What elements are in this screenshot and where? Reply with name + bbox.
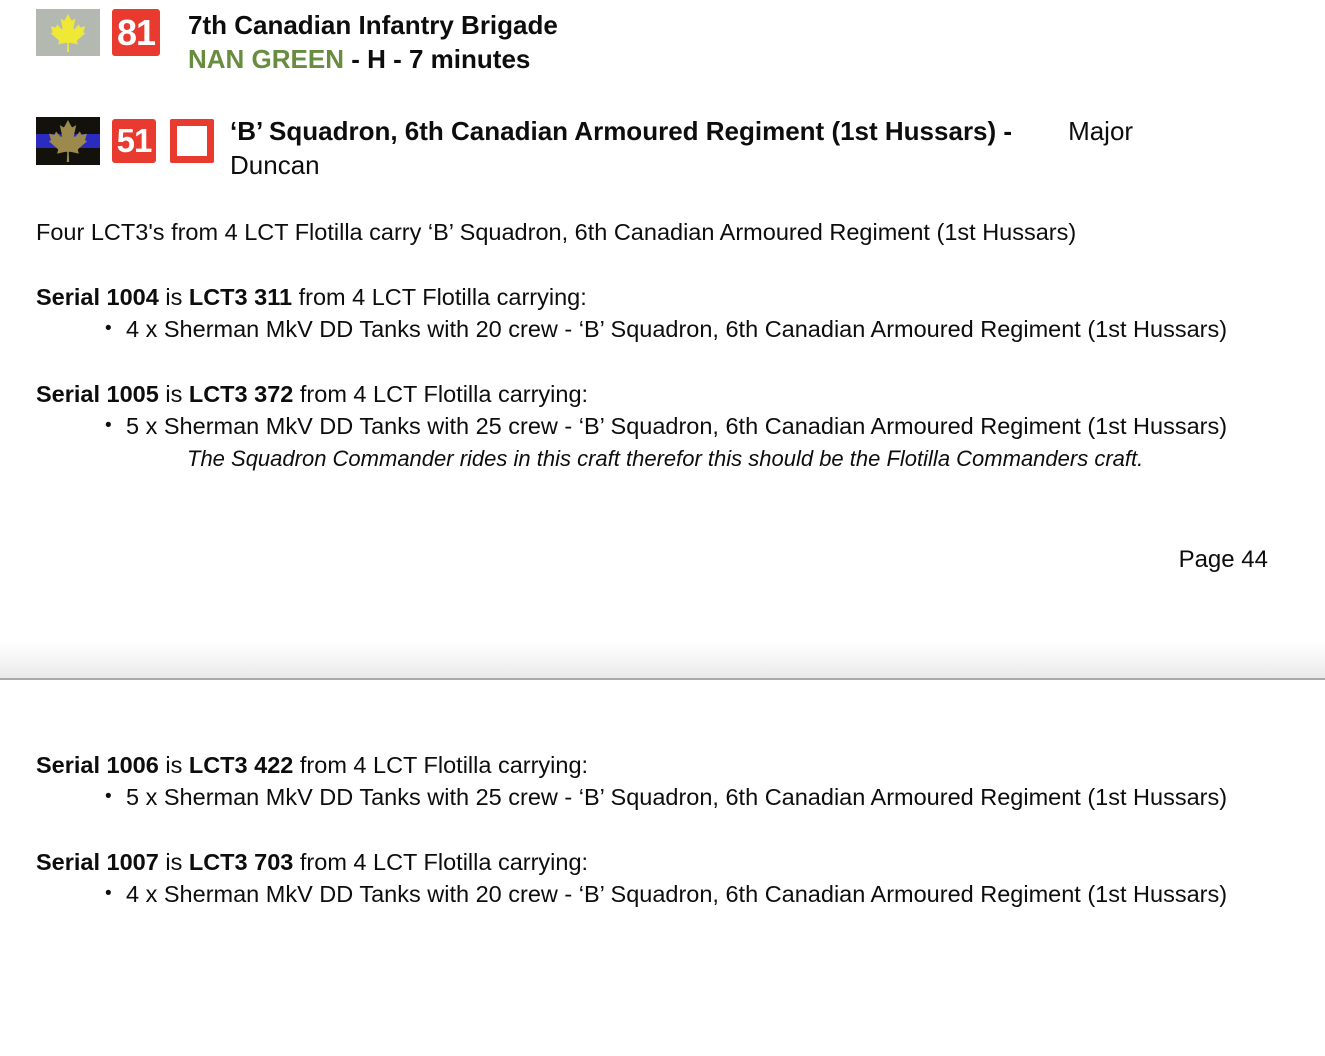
brigade-title-block: [188, 8, 558, 76]
serial-number-badge-51-label: 51: [116, 122, 152, 159]
serial-heading: [36, 846, 1268, 878]
serial-mid-text: is: [158, 284, 189, 310]
brigade-patch-badge: [36, 9, 100, 56]
beach-name: NAN GREEN: [188, 44, 345, 74]
maple-leaf-icon: [49, 14, 87, 52]
squadron-title: ‘B’ Squadron, 6th Canadian Armoured Regiment (1st Hussars) -: [230, 116, 1013, 146]
serial-tail-text: from 4 LCT Flotilla carrying:: [293, 752, 589, 778]
commander-name: Duncan: [230, 150, 320, 180]
serial-cargo-list: [36, 313, 1268, 345]
intro-paragraph: Four LCT3's from 4 LCT Flotilla carry ‘B’ Squadron, 6th Canadian Armoured Regiment (1st Hussars): [36, 219, 1077, 245]
brigade-title: 7th Canadian Infantry Brigade: [188, 10, 558, 40]
serial-heading: [36, 749, 1268, 781]
serial-label: Serial 1005: [36, 381, 159, 407]
serial-number-badge-81: [112, 9, 160, 56]
serial-cargo-list: [36, 410, 1268, 442]
serial-heading: [36, 378, 1268, 410]
serial-number-badge-81-label: 81: [116, 11, 156, 53]
serial-tail-text: from 4 LCT Flotilla carrying:: [293, 381, 589, 407]
serial-label: Serial 1006: [36, 752, 159, 778]
cargo-item: • 4 x Sherman MkV DD Tanks with 20 crew - ‘B’ Squadron, 6th Canadian Armoured Regiment (1st Hussars): [126, 878, 1268, 910]
serial-number-badge-51: [112, 119, 156, 163]
craft-label: LCT3 372: [188, 381, 294, 407]
cargo-item: • 5 x Sherman MkV DD Tanks with 25 crew - ‘B’ Squadron, 6th Canadian Armoured Regiment (1st Hussars): [126, 410, 1268, 442]
craft-label: LCT3 311: [188, 284, 293, 310]
squadron-title-block: [230, 114, 1268, 182]
armoured-brigade-flag-badge: [36, 117, 100, 165]
serial-block-1005: [36, 378, 1268, 474]
serial-cargo-list: [36, 878, 1268, 910]
serial-mid-text: is: [158, 381, 189, 407]
brigade-subtitle: [188, 42, 558, 76]
cargo-item: • 5 x Sherman MkV DD Tanks with 25 crew - ‘B’ Squadron, 6th Canadian Armoured Regiment (1st Hussars): [126, 781, 1268, 813]
craft-label: LCT3 422: [188, 752, 294, 778]
assault-timing: - H - 7 minutes: [344, 44, 531, 74]
page-number: Page 44: [1178, 546, 1268, 573]
page-break-divider: [0, 640, 1325, 680]
serial-label: Serial 1007: [36, 849, 159, 875]
cargo-item: • 4 x Sherman MkV DD Tanks with 20 crew - ‘B’ Squadron, 6th Canadian Armoured Regiment (1st Hussars): [126, 313, 1268, 345]
serial-mid-text: is: [158, 752, 189, 778]
commander-rank: Major: [1068, 116, 1134, 146]
serial-label: Serial 1004: [36, 284, 159, 310]
squadron-title-line: [230, 114, 1268, 148]
commander-note: The Squadron Commander rides in this craft therefor this should be the Flotilla Commanders craft.: [187, 446, 1144, 471]
empty-marker-box: [170, 119, 214, 163]
serial-tail-text: from 4 LCT Flotilla carrying:: [292, 284, 587, 310]
document-page-2: [0, 680, 1325, 910]
armoured-brigade-flag-icon: [47, 120, 89, 162]
craft-label: LCT3 703: [188, 849, 294, 875]
serial-cargo-list: [36, 781, 1268, 813]
serial-block-1004: [36, 281, 1268, 345]
serial-block-1006: [36, 749, 1268, 813]
brigade-header: [36, 8, 1268, 76]
serial-tail-text: from 4 LCT Flotilla carrying:: [293, 849, 589, 875]
squadron-header: [36, 114, 1268, 182]
serial-mid-text: is: [158, 849, 189, 875]
serial-heading: [36, 281, 1268, 313]
serial-block-1007: [36, 846, 1268, 910]
